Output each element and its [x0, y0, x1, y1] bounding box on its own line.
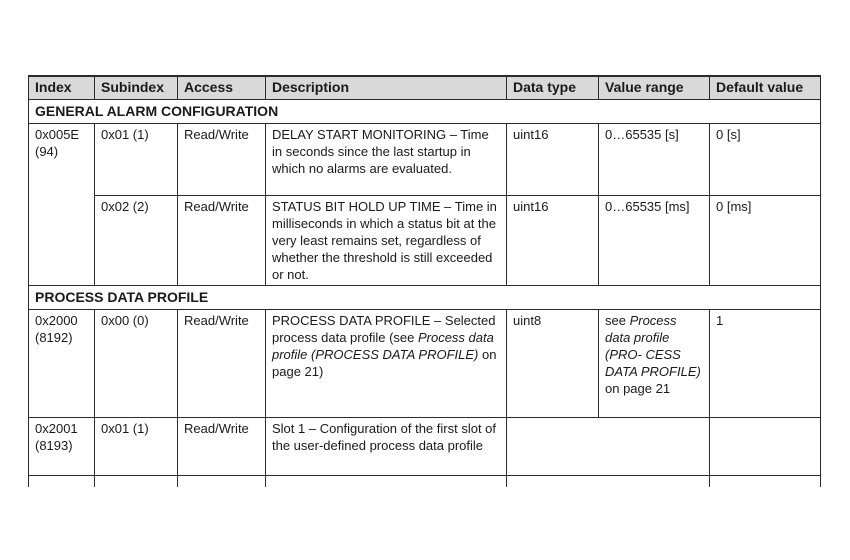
cell-value-range: [599, 310, 710, 418]
cell-description: [266, 310, 507, 418]
cell-empty: [266, 476, 507, 488]
cell-access: Read/Write: [178, 124, 266, 196]
cell-default-value: [710, 418, 821, 476]
cell-subindex: 0x01 (1): [95, 418, 178, 476]
cross-reference-link[interactable]: Process data profile (PRO- CESS DATA PROFILE): [605, 313, 701, 379]
table-row: [29, 124, 821, 196]
cell-description: DELAY START MONITORING – Time in seconds since the last startup in which no alarms are evaluated.: [266, 124, 507, 196]
cell-data-type: uint8: [507, 310, 599, 418]
cell-description: Slot 1 – Configuration of the first slot of the user-defined process data profile: [266, 418, 507, 476]
header-default-value: Default value: [710, 76, 821, 100]
table-row: [29, 418, 821, 476]
cell-index: 0x005E (94): [29, 124, 95, 286]
cell-empty: [507, 418, 710, 476]
cell-data-type: uint16: [507, 124, 599, 196]
cell-empty: [178, 476, 266, 488]
header-data-type: Data type: [507, 76, 599, 100]
header-access: Access: [178, 76, 266, 100]
cell-subindex: 0x00 (0): [95, 310, 178, 418]
header-value-range: Value range: [599, 76, 710, 100]
header-index: Index: [29, 76, 95, 100]
section-row: [29, 100, 821, 124]
cell-subindex: 0x01 (1): [95, 124, 178, 196]
header-subindex: Subindex: [95, 76, 178, 100]
cross-reference-link[interactable]: Process data profile (PROCESS DATA PROFILE): [272, 330, 494, 362]
header-description: Description: [266, 76, 507, 100]
description-text: on page 21): [272, 347, 497, 379]
table-row: [29, 476, 821, 488]
table-row: [29, 196, 821, 286]
cell-empty: [710, 476, 821, 488]
cell-access: Read/Write: [178, 196, 266, 286]
cell-empty: [29, 476, 95, 488]
cell-default-value: 0 [s]: [710, 124, 821, 196]
cell-data-type: uint16: [507, 196, 599, 286]
cell-empty: [507, 476, 710, 488]
section-row: [29, 286, 821, 310]
cell-subindex: 0x02 (2): [95, 196, 178, 286]
section-title: PROCESS DATA PROFILE: [29, 286, 821, 310]
section-title: GENERAL ALARM CONFIGURATION: [29, 100, 821, 124]
cell-access: Read/Write: [178, 418, 266, 476]
parameter-table: [28, 75, 821, 487]
description-text: PROCESS DATA PROFILE – Selected process data profile (see: [272, 313, 496, 345]
document-page: [28, 75, 822, 487]
cell-value-range: 0…65535 [s]: [599, 124, 710, 196]
cell-empty: [95, 476, 178, 488]
cell-index: 0x2001 (8193): [29, 418, 95, 476]
value-range-text: see: [605, 313, 630, 328]
table-header-row: [29, 76, 821, 100]
cell-access: Read/Write: [178, 310, 266, 418]
table-row: [29, 310, 821, 418]
cell-value-range: 0…65535 [ms]: [599, 196, 710, 286]
value-range-text: on page 21: [605, 381, 671, 396]
cell-default-value: 0 [ms]: [710, 196, 821, 286]
cell-default-value: 1: [710, 310, 821, 418]
cell-description: STATUS BIT HOLD UP TIME – Time in milliseconds in which a status bit at the very least remains set, regardless of whether the threshold is still exceeded or not.: [266, 196, 507, 286]
cell-index: 0x2000 (8192): [29, 310, 95, 418]
